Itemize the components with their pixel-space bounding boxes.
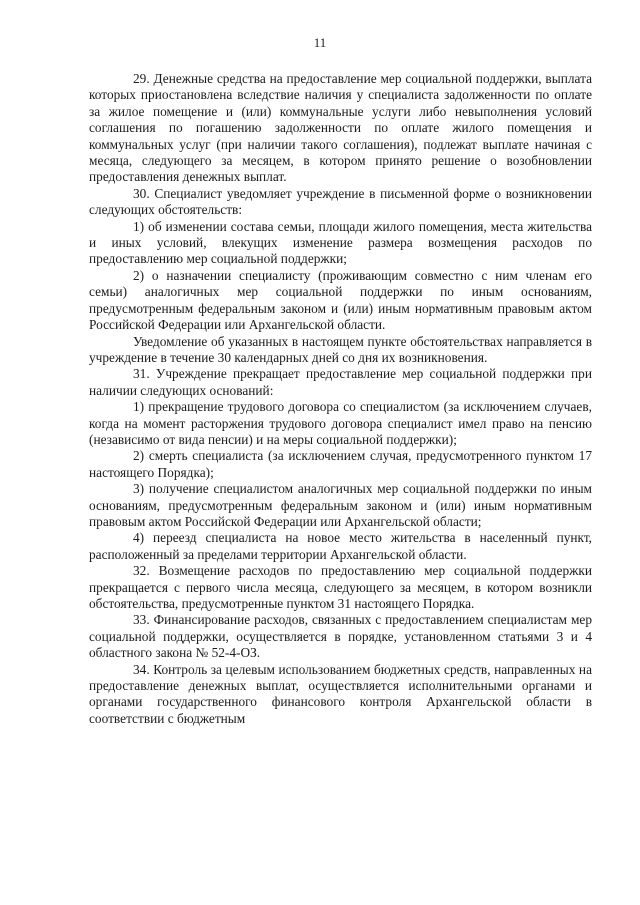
paragraph-34: 34. Контроль за целевым использованием бюджетных средств, направленных на предоставление денежных выплат, осуществляется исполнительными органами и органами государственного финансового контроля Архангельской области в соответствии с бюджетным — [89, 661, 592, 726]
paragraph-30-item-1: 1) об изменении состава семьи, площади жилого помещения, места жительства и иных условий, влекущих изменение размера возмещения расходов по предоставлению мер социальной поддержки; — [89, 218, 592, 267]
paragraph-30-notice: Уведомление об указанных в настоящем пункте обстоятельствах направляется в учреждение в течение 30 календарных дней со дня их возникновения. — [89, 333, 592, 365]
paragraph-33: 33. Финансирование расходов, связанных с предоставлением специалистам мер социальной поддержки, осуществляется в порядке, установленном статьями 3 и 4 областного закона № 52-4-ОЗ. — [89, 612, 592, 661]
paragraph-31-item-4: 4) переезд специалиста на новое место жительства в населенный пункт, расположенный за пределами территории Архангельской области. — [89, 530, 592, 562]
paragraph-31-item-3: 3) получение специалистом аналогичных мер социальной поддержки по иным основаниям, предусмотренным федеральным законом и (или) иным нормативным правовым актом Российской Федерации или Архангельской области; — [89, 481, 592, 529]
document-body — [89, 71, 592, 727]
paragraph-30-item-2: 2) о назначении специалисту (проживающим совместно с ним членам его семьи) аналогичных мер социальной поддержки по иным основаниям, предусмотренным федеральным законом и (или) иным нормативным правовым актом Российской Федерации или Архангельской области. — [89, 267, 592, 333]
paragraph-29: 29. Денежные средства на предоставление мер социальной поддержки, выплата которых приостановлена вследствие наличия у специалиста задолженности по оплате за жилое помещение и (или) коммунальные услуги либо невыполнения условий соглашения по погашению задолженности по оплате жилого помещения и коммунальных услуг (при наличии такого соглашения), подлежат выплате начиная с месяца, следующего за месяцем, в котором принято решение о возобновлении предоставления денежных выплат. — [89, 71, 592, 185]
paragraph-31-item-1: 1) прекращение трудового договора со специалистом (за исключением случаев, когда на момент расторжения трудового договора специалист имел право на пенсию (независимо от вида пенсии) и на меры социальной поддержки); — [89, 399, 592, 447]
paragraph-32: 32. Возмещение расходов по предоставлению мер социальной поддержки прекращается с первого числа месяца, следующего за месяцем, в котором возникли обстоятельства, предусмотренные пунктом 31 настоящего Порядка. — [89, 563, 592, 611]
paragraph-31: 31. Учреждение прекращает предоставление мер социальной поддержки при наличии следующих оснований: — [89, 366, 592, 398]
page-number: 11 — [313, 35, 327, 50]
paragraph-30: 30. Специалист уведомляет учреждение в письменной форме о возникновении следующих обстоятельств: — [89, 185, 592, 218]
paragraph-31-item-2: 2) смерть специалиста (за исключением случая, предусмотренного пунктом 17 настоящего Порядка); — [89, 448, 592, 480]
